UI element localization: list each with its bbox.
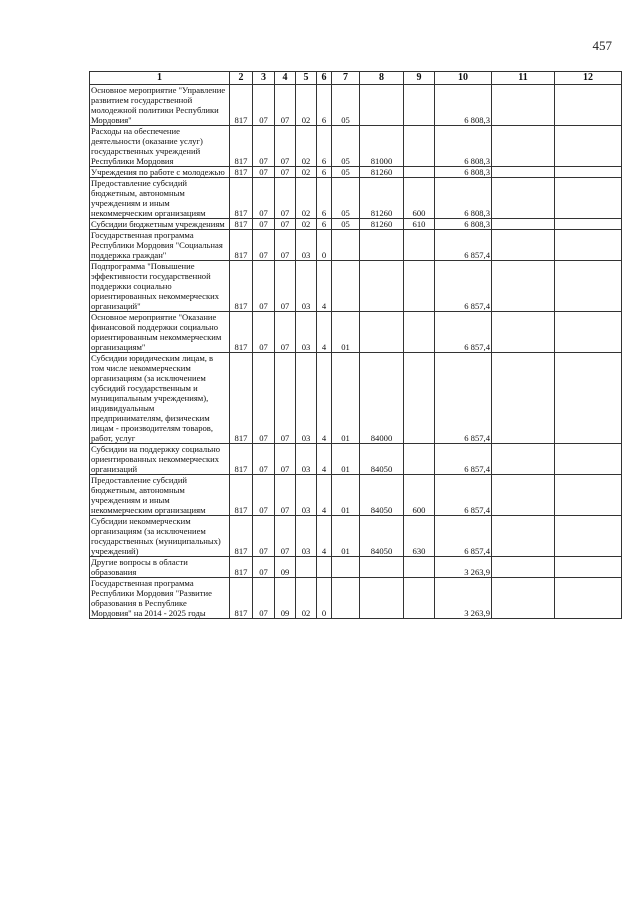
row-code-cell: 02 xyxy=(296,167,317,178)
row-amount: 6 857,4 xyxy=(435,312,492,353)
row-code-cell xyxy=(555,312,622,353)
row-code-cell: 07 xyxy=(275,353,296,444)
row-code-cell xyxy=(555,557,622,578)
table-row xyxy=(90,312,622,353)
table-row xyxy=(90,178,622,219)
header-cell: 7 xyxy=(332,72,360,85)
table-row xyxy=(90,516,622,557)
row-code-cell: 07 xyxy=(253,312,275,353)
row-code-cell: 6 xyxy=(317,178,332,219)
row-code-cell xyxy=(555,126,622,167)
row-code-cell: 05 xyxy=(332,167,360,178)
row-amount: 3 263,9 xyxy=(435,557,492,578)
row-code-cell xyxy=(296,557,317,578)
row-code-cell: 01 xyxy=(332,312,360,353)
row-code-cell xyxy=(555,444,622,475)
row-code-cell: 07 xyxy=(253,230,275,261)
row-code-cell: 84050 xyxy=(360,475,404,516)
row-code-cell: 07 xyxy=(253,475,275,516)
row-amount: 6 857,4 xyxy=(435,516,492,557)
row-description: Основное мероприятие "Оказание финансовой поддержки социально ориентированным некоммерческим организациям" xyxy=(90,312,230,353)
row-code-cell: 630 xyxy=(404,516,435,557)
row-code-cell: 07 xyxy=(275,126,296,167)
row-code-cell: 6 xyxy=(317,126,332,167)
row-code-cell: 4 xyxy=(317,475,332,516)
row-description: Учреждения по работе с молодежью xyxy=(90,167,230,178)
row-code-cell xyxy=(555,178,622,219)
row-code-cell: 81260 xyxy=(360,219,404,230)
row-code-cell xyxy=(492,85,555,126)
row-code-cell: 07 xyxy=(275,85,296,126)
row-code-cell xyxy=(492,444,555,475)
row-code-cell: 817 xyxy=(230,312,253,353)
row-code-cell xyxy=(360,85,404,126)
row-code-cell xyxy=(317,557,332,578)
row-code-cell: 07 xyxy=(275,261,296,312)
row-code-cell: 07 xyxy=(275,444,296,475)
table-row xyxy=(90,219,622,230)
row-code-cell: 6 xyxy=(317,85,332,126)
row-description: Предоставление субсидий бюджетным, автономным учреждениям и иным некоммерческим организациям xyxy=(90,178,230,219)
row-description: Субсидии некоммерческим организациям (за исключением государственных (муниципальных) учреждений) xyxy=(90,516,230,557)
row-amount: 6 857,4 xyxy=(435,261,492,312)
row-code-cell: 610 xyxy=(404,219,435,230)
header-cell: 12 xyxy=(555,72,622,85)
header-cell: 2 xyxy=(230,72,253,85)
row-code-cell: 07 xyxy=(275,475,296,516)
row-code-cell: 09 xyxy=(275,557,296,578)
row-code-cell: 0 xyxy=(317,230,332,261)
row-code-cell: 817 xyxy=(230,475,253,516)
page-number: 457 xyxy=(592,38,612,53)
row-code-cell: 07 xyxy=(253,444,275,475)
row-code-cell: 07 xyxy=(275,312,296,353)
row-code-cell: 0 xyxy=(317,578,332,619)
row-code-cell: 817 xyxy=(230,230,253,261)
row-code-cell: 02 xyxy=(296,178,317,219)
row-code-cell xyxy=(555,475,622,516)
header-row xyxy=(90,72,622,85)
row-code-cell xyxy=(332,557,360,578)
row-code-cell: 05 xyxy=(332,85,360,126)
row-code-cell xyxy=(492,167,555,178)
row-amount: 6 857,4 xyxy=(435,475,492,516)
row-amount: 6 808,3 xyxy=(435,219,492,230)
row-code-cell: 03 xyxy=(296,516,317,557)
table-row xyxy=(90,557,622,578)
row-code-cell: 03 xyxy=(296,230,317,261)
row-code-cell: 07 xyxy=(275,167,296,178)
table-row xyxy=(90,85,622,126)
row-amount: 6 808,3 xyxy=(435,167,492,178)
row-code-cell: 4 xyxy=(317,261,332,312)
row-code-cell: 817 xyxy=(230,261,253,312)
row-code-cell xyxy=(492,312,555,353)
row-description: Основное мероприятие "Управление развитием государственной молодежной политики Республики Мордовия" xyxy=(90,85,230,126)
row-code-cell xyxy=(404,578,435,619)
row-code-cell: 817 xyxy=(230,85,253,126)
row-code-cell: 4 xyxy=(317,444,332,475)
row-code-cell: 07 xyxy=(275,230,296,261)
table-row xyxy=(90,261,622,312)
table-row xyxy=(90,444,622,475)
row-code-cell: 817 xyxy=(230,578,253,619)
row-code-cell: 02 xyxy=(296,219,317,230)
row-code-cell xyxy=(492,353,555,444)
row-code-cell: 81260 xyxy=(360,178,404,219)
row-code-cell: 02 xyxy=(296,85,317,126)
row-code-cell xyxy=(492,219,555,230)
row-code-cell xyxy=(360,230,404,261)
row-code-cell: 6 xyxy=(317,167,332,178)
row-code-cell xyxy=(555,578,622,619)
row-amount: 6 808,3 xyxy=(435,178,492,219)
row-amount: 6 808,3 xyxy=(435,85,492,126)
row-description: Расходы на обеспечение деятельности (оказание услуг) государственных учреждений Республики Мордовия xyxy=(90,126,230,167)
row-code-cell: 03 xyxy=(296,444,317,475)
row-code-cell xyxy=(492,178,555,219)
row-description: Подпрограмма "Повышение эффективности государственной поддержки социально ориентированных некоммерческих организаций" xyxy=(90,261,230,312)
row-code-cell: 07 xyxy=(253,261,275,312)
row-code-cell xyxy=(360,261,404,312)
row-amount: 6 808,3 xyxy=(435,126,492,167)
row-code-cell: 600 xyxy=(404,475,435,516)
row-code-cell xyxy=(404,444,435,475)
row-code-cell: 05 xyxy=(332,219,360,230)
row-code-cell xyxy=(404,261,435,312)
row-description: Предоставление субсидий бюджетным, автономным учреждениям и иным некоммерческим организациям xyxy=(90,475,230,516)
header-cell: 9 xyxy=(404,72,435,85)
row-code-cell: 817 xyxy=(230,126,253,167)
row-code-cell: 05 xyxy=(332,126,360,167)
row-code-cell: 01 xyxy=(332,444,360,475)
row-code-cell: 817 xyxy=(230,178,253,219)
row-code-cell: 07 xyxy=(253,85,275,126)
row-code-cell xyxy=(332,230,360,261)
row-description: Субсидии бюджетным учреждениям xyxy=(90,219,230,230)
row-description: Другие вопросы в области образования xyxy=(90,557,230,578)
row-code-cell: 01 xyxy=(332,516,360,557)
header-cell: 10 xyxy=(435,72,492,85)
row-code-cell xyxy=(492,261,555,312)
row-code-cell: 817 xyxy=(230,516,253,557)
row-code-cell: 84000 xyxy=(360,353,404,444)
row-code-cell: 4 xyxy=(317,312,332,353)
row-amount: 6 857,4 xyxy=(435,353,492,444)
row-code-cell: 07 xyxy=(275,516,296,557)
row-code-cell: 84050 xyxy=(360,516,404,557)
row-code-cell: 03 xyxy=(296,261,317,312)
row-code-cell xyxy=(404,353,435,444)
row-code-cell xyxy=(492,126,555,167)
row-code-cell: 03 xyxy=(296,353,317,444)
row-description: Субсидии на поддержку социально ориентированных некоммерческих организаций xyxy=(90,444,230,475)
row-code-cell xyxy=(555,230,622,261)
row-code-cell: 817 xyxy=(230,353,253,444)
row-description: Государственная программа Республики Мордовия "Развитие образования в Республике Мордовия" на 2014 - 2025 годы xyxy=(90,578,230,619)
row-code-cell: 02 xyxy=(296,578,317,619)
row-code-cell: 817 xyxy=(230,219,253,230)
row-code-cell: 07 xyxy=(253,178,275,219)
row-code-cell: 817 xyxy=(230,557,253,578)
table-row xyxy=(90,475,622,516)
row-code-cell: 07 xyxy=(275,178,296,219)
row-code-cell: 4 xyxy=(317,516,332,557)
row-code-cell: 09 xyxy=(275,578,296,619)
row-code-cell: 07 xyxy=(253,557,275,578)
row-code-cell xyxy=(492,557,555,578)
row-code-cell xyxy=(555,261,622,312)
row-code-cell: 07 xyxy=(253,219,275,230)
row-code-cell: 01 xyxy=(332,475,360,516)
table-row xyxy=(90,167,622,178)
row-code-cell: 4 xyxy=(317,353,332,444)
row-code-cell xyxy=(404,85,435,126)
row-code-cell xyxy=(360,312,404,353)
row-code-cell: 02 xyxy=(296,126,317,167)
row-code-cell xyxy=(555,167,622,178)
row-code-cell: 81000 xyxy=(360,126,404,167)
row-code-cell: 600 xyxy=(404,178,435,219)
row-amount: 3 263,9 xyxy=(435,578,492,619)
table-row xyxy=(90,126,622,167)
header-cell: 11 xyxy=(492,72,555,85)
row-code-cell xyxy=(404,312,435,353)
row-code-cell: 817 xyxy=(230,167,253,178)
row-code-cell: 03 xyxy=(296,475,317,516)
row-code-cell: 05 xyxy=(332,178,360,219)
row-code-cell xyxy=(492,475,555,516)
row-code-cell xyxy=(555,516,622,557)
row-code-cell xyxy=(492,230,555,261)
table-row xyxy=(90,230,622,261)
row-code-cell xyxy=(404,126,435,167)
row-code-cell: 07 xyxy=(253,516,275,557)
row-code-cell xyxy=(404,167,435,178)
header-cell: 3 xyxy=(253,72,275,85)
row-code-cell xyxy=(332,261,360,312)
row-code-cell: 07 xyxy=(275,219,296,230)
row-code-cell xyxy=(492,516,555,557)
row-code-cell: 01 xyxy=(332,353,360,444)
row-code-cell: 07 xyxy=(253,167,275,178)
header-cell: 8 xyxy=(360,72,404,85)
table-row xyxy=(90,353,622,444)
header-cell: 6 xyxy=(317,72,332,85)
header-cell: 4 xyxy=(275,72,296,85)
row-code-cell: 817 xyxy=(230,444,253,475)
row-code-cell xyxy=(555,219,622,230)
row-description: Субсидии юридическим лицам, в том числе некоммерческим организациям (за исключением субсидий государственным и муниципальным учреждениям), индивидуальным предпринимателям, физическим лицам - производителям товаров, работ, услуг xyxy=(90,353,230,444)
row-code-cell xyxy=(332,578,360,619)
row-amount: 6 857,4 xyxy=(435,444,492,475)
row-code-cell: 07 xyxy=(253,578,275,619)
row-code-cell xyxy=(360,557,404,578)
row-code-cell: 07 xyxy=(253,353,275,444)
row-code-cell: 81260 xyxy=(360,167,404,178)
budget-table xyxy=(89,71,622,619)
row-code-cell xyxy=(492,578,555,619)
row-code-cell xyxy=(555,85,622,126)
row-code-cell: 07 xyxy=(253,126,275,167)
header-cell: 1 xyxy=(90,72,230,85)
row-code-cell xyxy=(404,557,435,578)
row-code-cell: 84050 xyxy=(360,444,404,475)
row-code-cell: 03 xyxy=(296,312,317,353)
row-code-cell xyxy=(555,353,622,444)
row-code-cell: 6 xyxy=(317,219,332,230)
row-amount: 6 857,4 xyxy=(435,230,492,261)
table-row xyxy=(90,578,622,619)
header-cell: 5 xyxy=(296,72,317,85)
row-code-cell xyxy=(404,230,435,261)
row-description: Государственная программа Республики Мордовия "Социальная поддержка граждан" xyxy=(90,230,230,261)
row-code-cell xyxy=(360,578,404,619)
